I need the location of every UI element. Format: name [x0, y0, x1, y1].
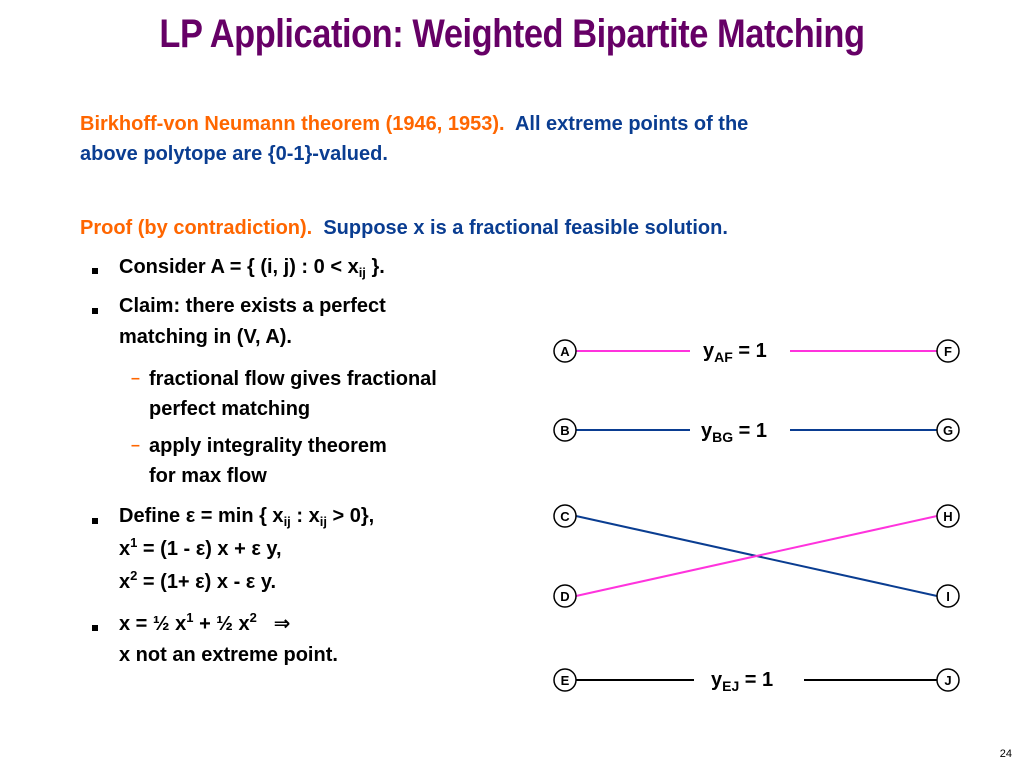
- sub-bullet-1-line2: perfect matching: [149, 398, 311, 420]
- epsilon: ε: [195, 571, 205, 593]
- text: : x: [290, 505, 320, 527]
- theorem-name: Birkhoff-von Neumann theorem (1946, 1953).: [80, 113, 505, 135]
- label-sub: BG: [712, 429, 734, 445]
- node-label: B: [560, 423, 570, 438]
- epsilon: ε: [251, 538, 261, 560]
- node-label: D: [560, 589, 570, 604]
- node-f: [937, 340, 959, 362]
- proof-text: Suppose x is a fractional feasible solution.: [323, 217, 728, 239]
- text: x not an extreme point.: [119, 644, 338, 666]
- label-var: y: [703, 340, 715, 362]
- node-i: [937, 585, 959, 607]
- text: y.: [255, 571, 277, 593]
- node-a: [554, 340, 576, 362]
- label-eq: = 1: [739, 669, 774, 691]
- epsilon: ε: [195, 538, 206, 560]
- proof-label: Proof (by contradiction).: [80, 217, 313, 239]
- text: Define: [119, 505, 186, 527]
- edge-label-ej: [711, 669, 773, 694]
- label-eq: = 1: [732, 340, 767, 362]
- edge-label-bg: [701, 420, 767, 445]
- node-label: E: [560, 673, 570, 688]
- label-sub: EJ: [722, 678, 740, 694]
- slide-title: LP Application: Weighted Bipartite Matching: [159, 12, 865, 56]
- text: + ½ x: [193, 613, 250, 635]
- node-d: [554, 585, 576, 607]
- node-label: H: [943, 509, 953, 524]
- text: x: [119, 571, 131, 593]
- bullet-claim-line2: matching in (V, A).: [119, 326, 292, 348]
- text: = (1+: [137, 571, 196, 593]
- label-eq: = 1: [733, 420, 768, 442]
- text: ) x +: [205, 538, 252, 560]
- node-label: J: [944, 673, 952, 688]
- subscript: ij: [358, 265, 366, 280]
- superscript: 2: [249, 610, 257, 625]
- sub-bullet-dash: –: [131, 370, 140, 387]
- superscript: 1: [186, 610, 194, 625]
- node-h: [937, 505, 959, 527]
- theorem-statement-2: above polytope are {0-1}-valued.: [80, 143, 388, 165]
- node-j: [937, 669, 959, 691]
- text: = (1 -: [137, 538, 196, 560]
- node-g: [937, 419, 959, 441]
- node-e: [554, 669, 576, 691]
- node-b: [554, 419, 576, 441]
- superscript: 2: [130, 568, 138, 583]
- theorem-statement-1: All extreme points of the: [514, 113, 749, 135]
- node-label: F: [944, 344, 952, 359]
- text: x: [119, 538, 131, 560]
- label-var: y: [711, 669, 723, 691]
- node-c: [554, 505, 576, 527]
- label-sub: AF: [714, 349, 733, 365]
- label-var: y: [701, 420, 713, 442]
- sub-bullet-1-line1: fractional flow gives fractional: [149, 368, 437, 390]
- node-label: G: [942, 423, 954, 438]
- subscript: ij: [283, 514, 291, 529]
- bullet-claim-line1: Claim: there exists a perfect: [119, 295, 386, 317]
- text: > 0},: [326, 505, 375, 527]
- bullet-consider-text: Consider A = { (i, j) : 0 < x: [119, 256, 359, 278]
- subscript: ij: [319, 514, 327, 529]
- epsilon: ε: [245, 571, 256, 593]
- text: ) x -: [204, 571, 246, 593]
- implies-arrow: ⇒: [273, 613, 291, 635]
- bullet-consider-end: }.: [365, 256, 385, 278]
- text: x = ½ x: [119, 613, 187, 635]
- sub-bullet-2-line1: apply integrality theorem: [149, 435, 387, 457]
- superscript: 1: [130, 535, 138, 550]
- sub-bullet-dash: –: [131, 437, 140, 454]
- epsilon: ε: [185, 505, 196, 527]
- node-label: I: [946, 589, 950, 604]
- edge-label-af: [703, 340, 767, 365]
- page-number: 24: [999, 748, 1012, 760]
- text: y,: [260, 538, 282, 560]
- sub-bullet-2-line2: for max flow: [149, 465, 267, 487]
- text: = min { x: [195, 505, 284, 527]
- node-label: A: [560, 344, 570, 359]
- node-label: C: [560, 509, 570, 524]
